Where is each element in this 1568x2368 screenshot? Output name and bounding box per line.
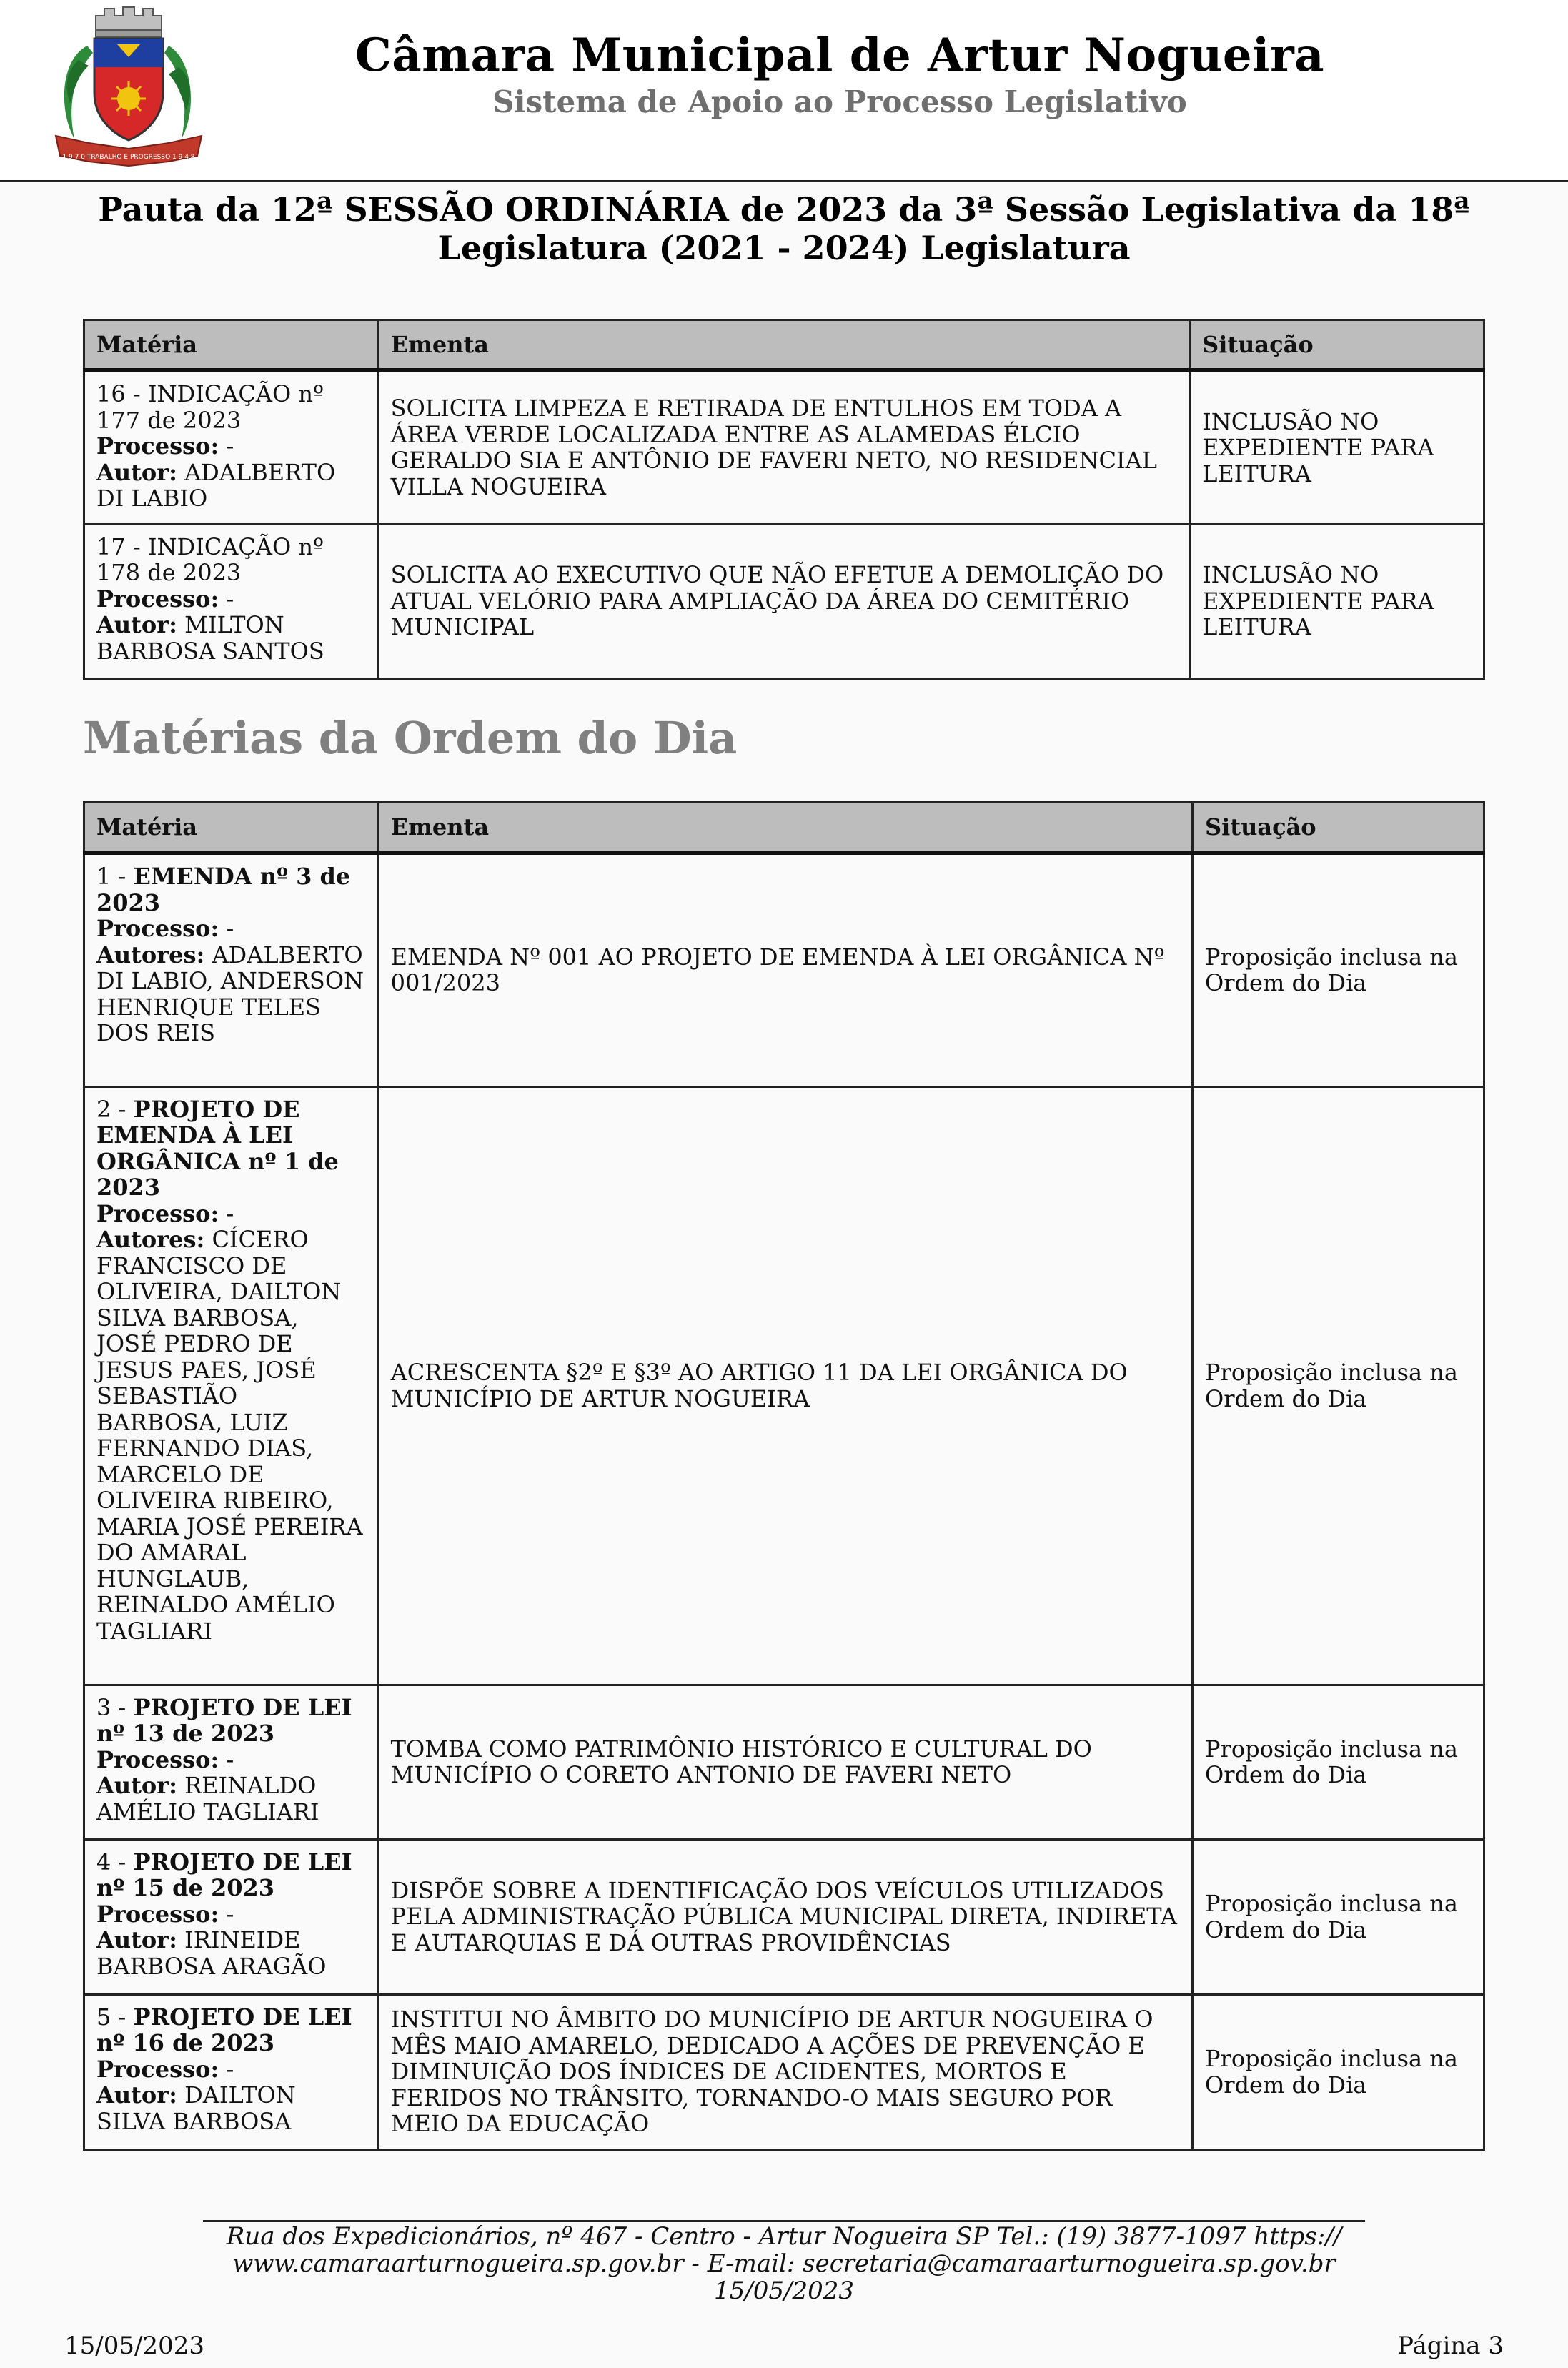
footer-address-date: 15/05/2023	[714, 2277, 854, 2305]
table-row	[84, 1685, 1484, 1839]
autor-value: IRINEIDE BARBOSA ARAGÃO	[96, 1926, 327, 1980]
autor-value: ADALBERTO DI LABIO, ANDERSON HENRIQUE TELES DOS REIS	[96, 941, 364, 1046]
footer-contact: Rua dos Expedicionários, nº 467 - Centro - Artur Nogueira SP Tel.: (19) 3877-1097 https:// www.camaraarturnogueira.sp.gov.br - E-mail: secretaria@camaraarturnogueira.sp.gov.br	[226, 2222, 1342, 2278]
ementa-cell: INSTITUI NO ÂMBITO DO MUNICÍPIO DE ARTUR NOGUEIRA O MÊS MAIO AMARELO, DEDICADO A AÇÕES DE PREVENÇÃO E DIMINUIÇÃO DOS ÍNDICES DE ACIDENTES, MORTOS E FERIDOS NO TRÂNSITO, TORNANDO-O MAIS SEGURO POR MEIO DA EDUCAÇÃO	[378, 1994, 1192, 2149]
processo-label: Processo:	[96, 915, 219, 942]
situacao-cell: Proposição inclusa na Ordem do Dia	[1193, 1086, 1484, 1685]
document-title: Pauta da 12ª SESSÃO ORDINÁRIA de 2023 da 3ª Sessão Legislativa da 18ª Legislatura (2021 - 2024) Legislatura	[98, 190, 1470, 267]
processo-label: Processo:	[96, 1199, 219, 1227]
table-row	[84, 1994, 1484, 2149]
page-number: Página 3	[1397, 2332, 1504, 2360]
situacao-cell: INCLUSÃO NO EXPEDIENTE PARA LEITURA	[1190, 524, 1484, 678]
ementa-cell: SOLICITA AO EXECUTIVO QUE NÃO EFETUE A DEMOLIÇÃO DO ATUAL VELÓRIO PARA AMPLIAÇÃO DA ÁREA DO CEMITÉRIO MUNICIPAL	[378, 524, 1189, 678]
processo-value: -	[226, 915, 234, 942]
chamber-name: Câmara Municipal de Artur Nogueira	[354, 29, 1325, 82]
col-header-situacao: Situação	[1193, 803, 1484, 853]
materia-cell	[84, 853, 379, 1086]
materia-number: 4 -	[96, 1848, 126, 1876]
table-row	[84, 1839, 1484, 1994]
processo-label: Processo:	[96, 2055, 219, 2083]
svg-text:1 9 7 0 TRABALHO E PROGRES: 1 9 7 0 TRABALHO E PROGRESSO 1 9 4 8	[62, 154, 195, 161]
ementa-cell: DISPÕE SOBRE A IDENTIFICAÇÃO DOS VEÍCULOS UTILIZADOS PELA ADMINISTRAÇÃO PÚBLICA MUNICIPAL DIRETA, INDIRETA E AUTARQUIAS E DÁ OUTRAS PROVIDÊNCIAS	[378, 1839, 1192, 1994]
col-header-ementa: Ementa	[378, 320, 1189, 371]
autor-label: Autor:	[96, 2081, 177, 2109]
materia-cell	[84, 1994, 379, 2149]
processo-label: Processo:	[96, 432, 219, 460]
autor-label: Autor:	[96, 458, 177, 486]
ementa-cell: EMENDA Nº 001 AO PROJETO DE EMENDA À LEI ORGÂNICA Nº 001/2023	[378, 853, 1192, 1086]
autor-value: ADALBERTO DI LABIO	[96, 458, 336, 512]
col-header-materia: Matéria	[84, 803, 379, 853]
table-row	[84, 853, 1484, 1086]
autor-value: DAILTON SILVA BARBOSA	[96, 2081, 296, 2135]
autor-value: MILTON BARBOSA SANTOS	[96, 611, 324, 665]
materia-number: 1 -	[96, 863, 126, 890]
autor-label: Autor:	[96, 611, 177, 638]
materia-cell	[84, 1685, 379, 1839]
autor-label: Autor:	[96, 1926, 177, 1953]
materia-cell	[84, 524, 379, 678]
materia-cell	[84, 1086, 379, 1685]
table-header-row	[84, 803, 1484, 853]
materia-type: PROJETO DE EMENDA À LEI ORGÂNICA nº 1 de 2023	[96, 1095, 339, 1201]
col-header-ementa: Ementa	[378, 803, 1192, 853]
materia-number: 5 -	[96, 2003, 126, 2031]
situacao-cell: INCLUSÃO NO EXPEDIENTE PARA LEITURA	[1190, 370, 1484, 524]
footer-address	[214, 2223, 1354, 2304]
processo-value: -	[226, 1199, 234, 1227]
col-header-materia: Matéria	[84, 320, 379, 371]
materia-title: 16 - INDICAÇÃO nº 177 de 2023	[96, 380, 324, 434]
col-header-situacao: Situação	[1190, 320, 1484, 371]
processo-label: Processo:	[96, 1745, 219, 1773]
processo-value: -	[226, 2055, 234, 2083]
materia-cell	[84, 370, 379, 524]
processo-label: Processo:	[96, 585, 219, 613]
footer-date: 15/05/2023	[64, 2332, 204, 2360]
materia-type: PROJETO DE LEI nº 15 de 2023	[96, 1848, 352, 1901]
ementa-cell: SOLICITA LIMPEZA E RETIRADA DE ENTULHOS EM TODA A ÁREA VERDE LOCALIZADA ENTRE AS ALAMEDAS ÉLCIO GERALDO SIA E ANTÔNIO DE FAVERI NETO, NO RESIDENCIAL VILLA NOGUEIRA	[378, 370, 1189, 524]
expediente-table	[83, 319, 1485, 680]
autor-label: Autor:	[96, 1772, 177, 1799]
table-row	[84, 1086, 1484, 1685]
autor-label: Autores:	[96, 941, 205, 968]
processo-value: -	[226, 432, 234, 460]
processo-value: -	[226, 585, 234, 613]
processo-label: Processo:	[96, 1900, 219, 1928]
autor-value: REINALDO AMÉLIO TAGLIARI	[96, 1772, 319, 1825]
ementa-cell: TOMBA COMO PATRIMÔNIO HISTÓRICO E CULTURAL DO MUNICÍPIO O CORETO ANTONIO DE FAVERI NETO	[378, 1685, 1192, 1839]
processo-value: -	[226, 1745, 234, 1773]
table-row	[84, 524, 1484, 678]
materia-number: 2 -	[96, 1095, 126, 1123]
materia-title: 17 - INDICAÇÃO nº 178 de 2023	[96, 532, 324, 586]
materia-type: PROJETO DE LEI nº 16 de 2023	[96, 2003, 352, 2056]
materia-number: 3 -	[96, 1693, 126, 1721]
autor-value: CÍCERO FRANCISCO DE OLIVEIRA, DAILTON SILVA BARBOSA, JOSÉ PEDRO DE JESUS PAES, JOSÉ SEBASTIÃO BARBOSA, LUIZ FERNANDO DIAS, MARCELO DE OLIVEIRA RIBEIRO, MARIA JOSÉ PEREIRA DO AMARAL HUNGLAUB, REINALDO AMÉLIO TAGLIARI	[96, 1226, 363, 1645]
table-header-row	[84, 320, 1484, 371]
materia-type: EMENDA nº 3 de 2023	[96, 863, 351, 916]
ementa-cell: ACRESCENTA §2º E §3º AO ARTIGO 11 DA LEI ORGÂNICA DO MUNICÍPIO DE ARTUR NOGUEIRA	[378, 1086, 1192, 1685]
autor-label: Autores:	[96, 1226, 205, 1253]
ordem-do-dia-heading: Matérias da Ordem do Dia	[83, 712, 738, 764]
ordem-do-dia-table	[83, 801, 1485, 2151]
situacao-cell: Proposição inclusa na Ordem do Dia	[1193, 1994, 1484, 2149]
materia-cell	[84, 1839, 379, 1994]
situacao-cell: Proposição inclusa na Ordem do Dia	[1193, 1839, 1484, 1994]
table-row	[84, 370, 1484, 524]
materia-type: PROJETO DE LEI nº 13 de 2023	[96, 1693, 352, 1747]
system-subtitle: Sistema de Apoio ao Processo Legislativo	[492, 84, 1187, 119]
situacao-cell: Proposição inclusa na Ordem do Dia	[1193, 853, 1484, 1086]
processo-value: -	[226, 1900, 234, 1928]
page-header	[0, 0, 1568, 182]
situacao-cell: Proposição inclusa na Ordem do Dia	[1193, 1685, 1484, 1839]
